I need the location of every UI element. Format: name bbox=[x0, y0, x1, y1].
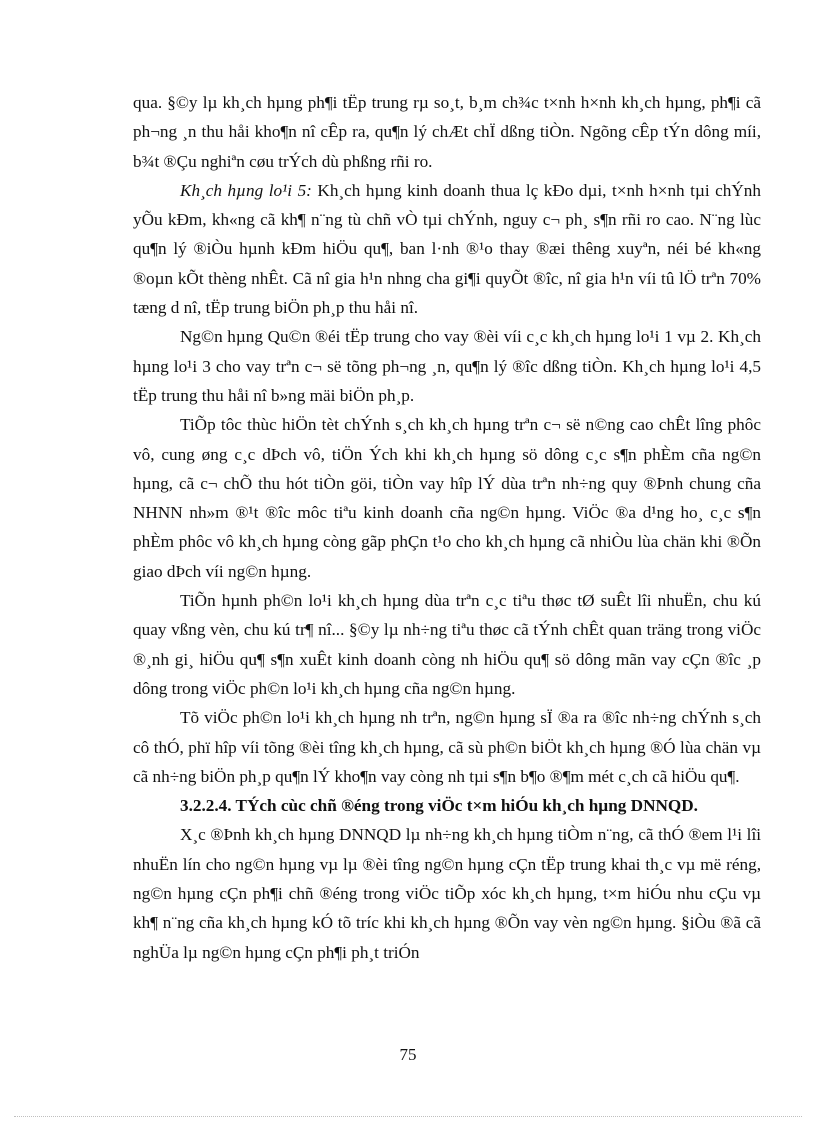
paragraph-customer-type-5 bbox=[133, 176, 761, 322]
customer-type-5-label: Kh¸ch hµng lo¹i 5: bbox=[180, 180, 312, 200]
paragraph-continuation: qua. §©y lµ kh¸ch hµng ph¶i tËp trung rµ so¸t, b¸m ch¾c t×nh h×nh kh¸ch hµng, ph¶i cã ph¬ng ¸n thu håi kho¶n nî cÊp ra, qu¶n lý chÆt chÏ dßng tiÒn. Ngõng cÊp tÝn dông míi, b¾t ®Çu nghiªn cøu trÝch dù phßng rñi ro. bbox=[133, 93, 761, 171]
paragraph-lending-focus: Ng©n hµng Qu©n ®éi tËp trung cho vay ®èi víi c¸c kh¸ch hµng lo¹i 1 vµ 2. Kh¸ch hµng lo¹i 3 cho vay trªn c¬ së tõng ph¬ng ¸n, qu¶n lý ®îc dßng tiÒn. Kh¸ch hµng lo¹i 4,5 tËp trung thu håi nî b»ng mäi biÖn ph¸p. bbox=[133, 327, 761, 405]
paragraph-after-heading: X¸c ®Þnh kh¸ch hµng DNNQD lµ nh÷ng kh¸ch hµng tiÒm n¨ng, cã thÓ ®em l¹i lîi nhuËn lín cho ng©n hµng vµ lµ ®èi tîng ng©n hµng cÇn tËp trung khai th¸c vµ më réng, ng©n hµng cÇn ph¶i chñ ®éng trong viÖc tiÕp xóc kh¸ch hµng, t×m hiÓu nhu cÇu vµ kh¶ n¨ng cña kh¸ch hµng kÓ tõ tríc khi kh¸ch hµng ®Õn vay vèn ng©n hµng. §iÒu ®ã cã nghÜa lµ ng©n hµng cÇn ph¶i ph¸t triÓn bbox=[133, 825, 761, 962]
section-heading: 3.2.2.4. TÝch cùc chñ ®éng trong viÖc t×m hiÓu kh¸ch hµng DNNQD. bbox=[180, 796, 698, 816]
paragraph-customer-classification: TiÕn hµnh ph©n lo¹i kh¸ch hµng dùa trªn c¸c tiªu thøc tØ suÊt lîi nhuËn, chu kú quay vßng vèn, chu kú tr¶ nî... §©y lµ nh÷ng tiªu thøc cã tÝnh chÊt quan träng trong viÖc ®¸nh gi¸ hiÖu qu¶ s¶n xuÊt kinh doanh còng nh hiÖu qu¶ sö dông mãn vay cÇn ®îc ¸p dông trong viÖc ph©n lo¹i kh¸ch hµng cña ng©n hµng. bbox=[133, 591, 761, 698]
page-bottom-divider bbox=[14, 1116, 802, 1117]
body-text bbox=[133, 88, 761, 967]
page-number: 75 bbox=[399, 1045, 417, 1064]
customer-type-5-text: Kh¸ch hµng kinh doanh thua lç kÐo dµi, t×nh h×nh tµi chÝnh yÕu kÐm, kh«ng cã kh¶ n¨ng tù chñ vÒ tµi chÝnh, nguy c¬ ph¸ s¶n rñi ro cao. N¨ng lùc qu¶n lý ®iÒu hµnh kÐm hiÖu qu¶, ban l·nh ®¹o thay ®æi thêng xuyªn, néi bé kh«ng ®oµn kÕt thèng nhÊt. Cã nî gia h¹n nhng cha gi¶i quyÕt ®îc, nî gia h¹n víi tû lÖ trªn 70% tæng d nî, tËp trung biÖn ph¸p thu håi nî. bbox=[133, 180, 761, 318]
paragraph-specific-policies: Tõ viÖc ph©n lo¹i kh¸ch hµng nh trªn, ng©n hµng sÏ ®a ra ®îc nh÷ng chÝnh s¸ch cô thÓ, phï hîp víi tõng ®èi tîng kh¸ch hµng, cã sù ph©n biÖt kh¸ch hµng ®Ó lùa chän vµ cã nh÷ng biÖn ph¸p qu¶n lÝ kho¶n vay còng nh tµi s¶n b¶o ®¶m mét c¸ch cã hiÖu qu¶. bbox=[133, 708, 761, 786]
paragraph-customer-policy: TiÕp tôc thùc hiÖn tèt chÝnh s¸ch kh¸ch hµng trªn c¬ së n©ng cao chÊt lîng phôc vô, cung øng c¸c dÞch vô, tiÖn Ých khi kh¸ch hµng sö dông c¸c s¶n phÈm cña ng©n hµng, cã c¬ chÕ thu hót tiÒn göi, tiÒn vay hîp lÝ dùa trªn nh÷ng quy ®Þnh chung cña NHNN nh»m ®¹t ®îc môc tiªu kinh doanh cña ng©n hµng. ViÖc ®a d¹ng ho¸ c¸c s¶n phÈm phôc vô kh¸ch hµng còng gãp phÇn t¹o cho kh¸ch hµng cã nhiÒu lùa chän khi ®Õn giao dÞch víi ng©n hµng. bbox=[133, 415, 761, 581]
